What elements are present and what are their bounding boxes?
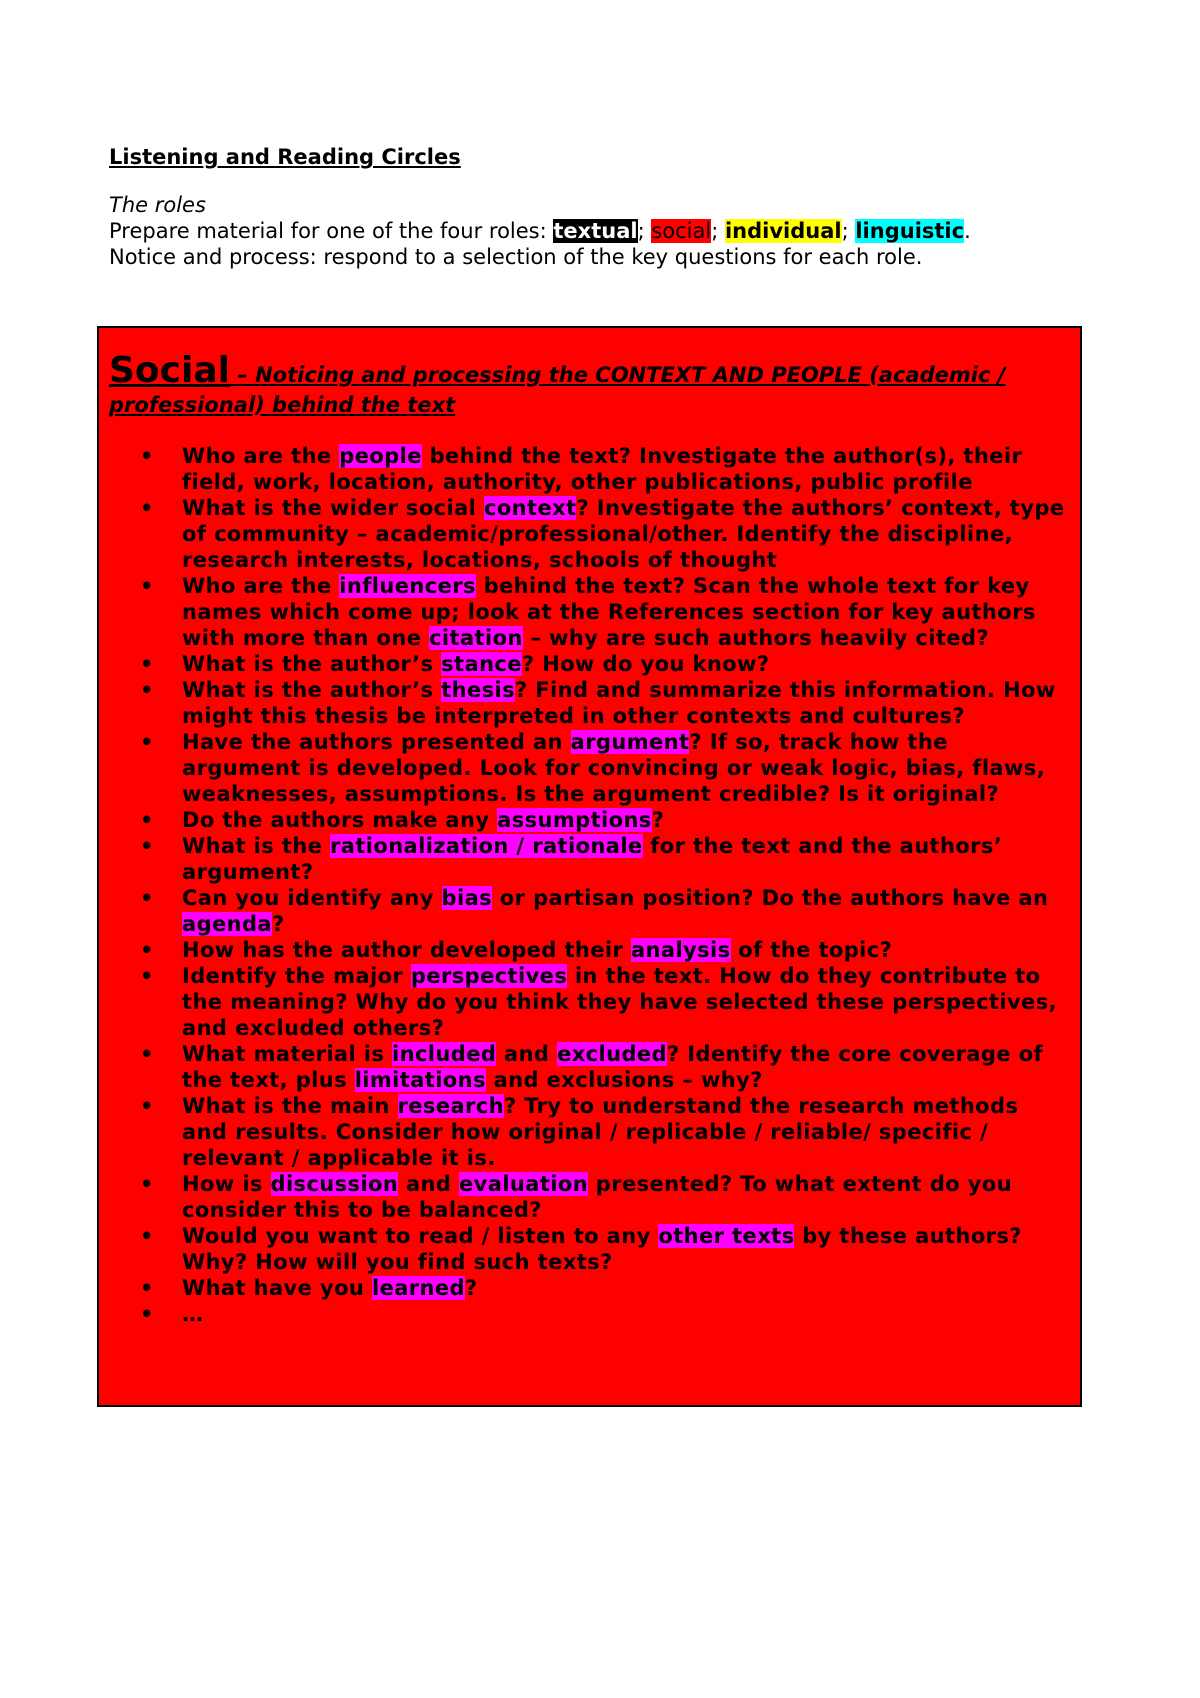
question-text: What is the wider social bbox=[182, 496, 484, 520]
question-text: Can you identify any bbox=[182, 886, 442, 910]
question-text: and bbox=[496, 1042, 558, 1066]
document-title: Listening and Reading Circles bbox=[109, 145, 461, 169]
question-text: How is bbox=[182, 1172, 271, 1196]
question-item bbox=[182, 651, 1068, 677]
question-text: What is the bbox=[182, 834, 330, 858]
separator: ; bbox=[711, 219, 725, 243]
question-item bbox=[182, 885, 1068, 937]
question-item bbox=[182, 677, 1068, 729]
role-individual: individual bbox=[724, 219, 842, 243]
separator: ; bbox=[841, 219, 856, 243]
keyword-highlight: other texts bbox=[658, 1224, 795, 1248]
question-item bbox=[182, 1223, 1068, 1275]
question-item bbox=[182, 963, 1068, 1041]
question-item bbox=[182, 573, 1068, 651]
question-text: Who are the bbox=[182, 444, 340, 468]
question-text: of the topic? bbox=[730, 938, 893, 962]
question-text: ? bbox=[464, 1276, 478, 1300]
question-item bbox=[182, 1171, 1068, 1223]
question-item bbox=[182, 443, 1068, 495]
question-text: ? Identify the core coverage of the text, plus bbox=[182, 1042, 1044, 1092]
notice-line: Notice and process: respond to a selection of the key questions for each role. bbox=[109, 245, 923, 269]
question-text: What material is bbox=[182, 1042, 393, 1066]
keyword-highlight: rationalization / rationale bbox=[330, 834, 643, 858]
separator: ; bbox=[637, 219, 652, 243]
question-text: in the text. How do they contribute to the meaning? Why do you think they have selected these perspectives, and excluded others? bbox=[182, 964, 1057, 1040]
question-text: What is the main bbox=[182, 1094, 398, 1118]
question-item bbox=[182, 1301, 1068, 1327]
question-text: – why are such authors heavily cited? bbox=[522, 626, 989, 650]
end-punct: . bbox=[964, 219, 971, 243]
role-social: social bbox=[651, 219, 712, 243]
keyword-highlight: research bbox=[397, 1094, 504, 1118]
keyword-highlight: perspectives bbox=[410, 964, 568, 988]
question-list bbox=[109, 443, 1068, 1327]
keyword-highlight: argument bbox=[570, 730, 690, 754]
question-text: and exclusions – why? bbox=[485, 1068, 763, 1092]
keyword-highlight: context bbox=[483, 496, 577, 520]
question-text: ? Try to understand the research methods and results. Consider how original / replicable / reliable/ specific / relevant / applicable it is. bbox=[182, 1094, 1019, 1170]
keyword-highlight: excluded bbox=[557, 1042, 667, 1066]
document-header bbox=[109, 144, 1109, 270]
question-text: ? If so, track how the argument is developed. Look for convincing or weak logic, bias, flaws, weaknesses, assumptions. Is the argument credible? Is it original? bbox=[182, 730, 1046, 806]
question-item bbox=[182, 937, 1068, 963]
keyword-highlight: analysis bbox=[630, 938, 731, 962]
question-text: Do the authors make any bbox=[182, 808, 498, 832]
question-text: for the text and the authors’ argument? bbox=[182, 834, 1003, 884]
keyword-highlight: evaluation bbox=[459, 1172, 589, 1196]
question-text: ? How do you know? bbox=[521, 652, 770, 676]
question-text: ? Investigate the authors’ context, type of community – academic/professional/other. Identify the discipline, research interests, locations, schools of thought bbox=[182, 496, 1065, 572]
question-text: by these authors? Why? How will you find such texts? bbox=[182, 1224, 1022, 1274]
roles-heading: The roles bbox=[109, 193, 206, 217]
keyword-highlight: learned bbox=[371, 1276, 465, 1300]
question-text: Would you want to read / listen to any bbox=[182, 1224, 659, 1248]
role-description: – Noticing and processing the CONTEXT AND PEOPLE (academic / professional) behind the text bbox=[109, 363, 1006, 417]
question-item bbox=[182, 833, 1068, 885]
keyword-highlight: bias bbox=[441, 886, 493, 910]
question-text: or partisan position? Do the authors have an bbox=[492, 886, 1049, 910]
prepare-text: Prepare material for one of the four roles: bbox=[109, 219, 554, 243]
question-item bbox=[182, 729, 1068, 807]
question-text: ? bbox=[651, 808, 665, 832]
question-text: and bbox=[398, 1172, 460, 1196]
keyword-highlight: included bbox=[392, 1042, 497, 1066]
prepare-line bbox=[109, 218, 1109, 244]
question-item bbox=[182, 1093, 1068, 1171]
question-text: … bbox=[182, 1302, 204, 1326]
keyword-highlight: limitations bbox=[354, 1068, 486, 1092]
keyword-highlight: assumptions bbox=[497, 808, 652, 832]
question-item bbox=[182, 807, 1068, 833]
question-text: What have you bbox=[182, 1276, 372, 1300]
social-role-box bbox=[97, 326, 1082, 1407]
keyword-highlight: discussion bbox=[270, 1172, 399, 1196]
question-text: ? bbox=[272, 912, 285, 936]
role-name: Social bbox=[109, 350, 230, 391]
question-text: Have the authors presented an bbox=[182, 730, 571, 754]
keyword-highlight: people bbox=[339, 444, 422, 468]
question-text: Who are the bbox=[182, 574, 340, 598]
question-item bbox=[182, 1041, 1068, 1093]
question-item bbox=[182, 495, 1068, 573]
question-text: Identify the major bbox=[182, 964, 411, 988]
question-text: behind the text? Investigate the author(s), their field, work, location, authority, other publications, public profile bbox=[182, 444, 1023, 494]
question-text: How has the author developed their bbox=[182, 938, 631, 962]
keyword-highlight: thesis bbox=[441, 678, 515, 702]
keyword-highlight: stance bbox=[441, 652, 522, 676]
question-text: ? Find and summarize this information. How might this thesis be interpreted in other contexts and cultures? bbox=[182, 678, 1056, 728]
question-text: presented? To what extent do you consider this to be balanced? bbox=[182, 1172, 1013, 1222]
role-textual: textual bbox=[553, 219, 638, 243]
keyword-highlight: citation bbox=[429, 626, 523, 650]
question-text: What is the author’s bbox=[182, 652, 442, 676]
role-box-heading bbox=[109, 350, 1068, 421]
role-linguistic: linguistic bbox=[855, 219, 965, 243]
keyword-highlight: influencers bbox=[339, 574, 476, 598]
question-text: behind the text? Scan the whole text for key names which come up; look at the References section for key authors with more than one bbox=[182, 574, 1036, 650]
question-item bbox=[182, 1275, 1068, 1301]
keyword-highlight: agenda bbox=[182, 912, 272, 936]
question-text: What is the author’s bbox=[182, 678, 442, 702]
